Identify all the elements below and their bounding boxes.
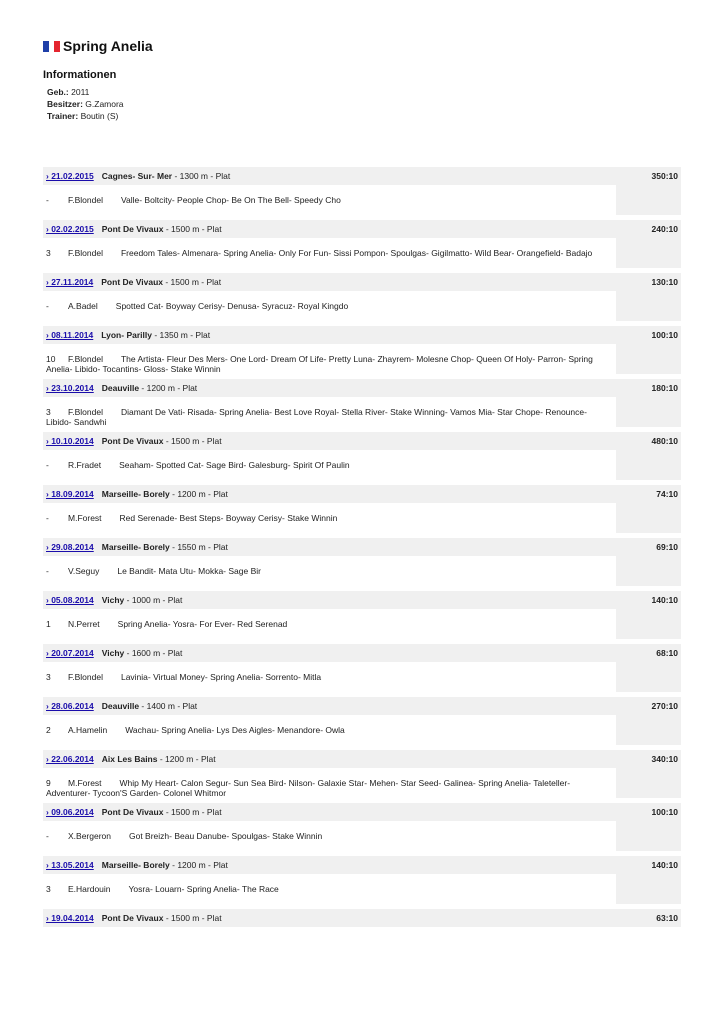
race-place: Marseille- Borely	[101, 542, 170, 552]
race-detail	[43, 715, 616, 745]
finish-position: 3	[46, 407, 51, 417]
race-result	[43, 450, 681, 480]
race-header	[43, 379, 681, 397]
race-entry	[43, 485, 681, 533]
runners-list: The Artista- Fleur Des Mers- One Lord- Dream Of Life- Pretty Luna- Zhayrem- Molesne Chop- Queen Of Holy- Parron- Spring Anelia- Libido- Tocantins- Gloss- Stake Winnin	[46, 354, 593, 374]
finish-position: 3	[46, 672, 51, 682]
race-date-link[interactable]: › 08.11.2014	[46, 330, 94, 340]
race-entry	[43, 326, 681, 374]
owner-row: Besitzer: G.Zamora	[47, 99, 124, 109]
race-entry	[43, 644, 681, 692]
race-info	[46, 383, 197, 393]
race-result	[43, 821, 681, 851]
race-odds: 140:10	[651, 595, 678, 605]
race-detail	[43, 397, 616, 427]
race-place: Cagnes- Sur- Mer	[101, 171, 173, 181]
race-date-link[interactable]: › 28.06.2014	[46, 701, 94, 711]
race-result	[43, 609, 681, 639]
race-odds: 74:10	[656, 489, 678, 499]
race-distance: - 1200 m - Plat	[169, 860, 228, 870]
jockey-name: E.Hardouin	[68, 884, 111, 894]
race-header	[43, 697, 681, 715]
race-place: Vichy	[101, 648, 125, 658]
race-distance: - 1400 m - Plat	[139, 701, 198, 711]
race-header	[43, 856, 681, 874]
race-distance: - 1500 m - Plat	[163, 807, 222, 817]
race-detail	[43, 556, 616, 586]
race-side-cell	[616, 503, 681, 533]
finish-position: -	[46, 831, 49, 841]
jockey-name: A.Badel	[68, 301, 98, 311]
race-side-cell	[616, 556, 681, 586]
race-odds: 100:10	[651, 807, 678, 817]
race-place: Deauville	[101, 383, 140, 393]
race-place: Pont De Vivaux	[101, 436, 164, 446]
race-side-cell	[616, 821, 681, 851]
race-odds: 68:10	[656, 648, 678, 658]
race-header	[43, 167, 681, 185]
race-date-link[interactable]: › 02.02.2015	[46, 224, 94, 234]
jockey-name: R.Fradet	[68, 460, 102, 470]
race-place: Pont De Vivaux	[101, 224, 164, 234]
race-entry	[43, 697, 681, 745]
race-distance: - 1500 m - Plat	[163, 277, 222, 287]
race-side-cell	[616, 874, 681, 904]
race-distance: - 1500 m - Plat	[163, 224, 222, 234]
horse-name: Spring Anelia	[63, 38, 153, 54]
race-header	[43, 803, 681, 821]
jockey-name: V.Seguy	[68, 566, 100, 576]
race-result	[43, 344, 681, 374]
race-place: Pont De Vivaux	[101, 277, 163, 287]
race-list	[43, 167, 681, 932]
jockey-name: F.Blondel	[68, 354, 103, 364]
race-date-link[interactable]: › 19.04.2014	[46, 913, 94, 923]
race-info	[46, 754, 216, 764]
race-detail	[43, 185, 616, 215]
race-header	[43, 273, 681, 291]
race-odds: 340:10	[651, 754, 678, 764]
finish-position: -	[46, 513, 49, 523]
race-side-cell	[616, 344, 681, 374]
runners-list: Spring Anelia- Yosra- For Ever- Red Serenad	[117, 619, 288, 629]
jockey-name: F.Blondel	[68, 248, 103, 258]
race-detail	[43, 344, 616, 374]
race-header	[43, 909, 681, 927]
race-detail	[43, 450, 616, 480]
info-heading: Informationen	[43, 69, 117, 81]
jockey-name: F.Blondel	[68, 195, 103, 205]
race-result	[43, 291, 681, 321]
race-info	[46, 277, 221, 287]
race-info	[46, 330, 210, 340]
race-distance: - 1200 m - Plat	[169, 489, 228, 499]
race-distance: - 1500 m - Plat	[163, 436, 222, 446]
race-side-cell	[616, 768, 681, 798]
race-date-link[interactable]: › 23.10.2014	[46, 383, 94, 393]
race-entry	[43, 803, 681, 851]
race-info	[46, 807, 222, 817]
runners-list: Valle- Boltcity- People Chop- Be On The Bell- Speedy Cho	[120, 195, 341, 205]
race-distance: - 1500 m - Plat	[163, 913, 222, 923]
race-distance: - 1000 m - Plat	[124, 595, 183, 605]
runners-list: Spotted Cat- Boyway Cerisy- Denusa- Syracuz- Royal Kingdo	[115, 301, 349, 311]
race-odds: 69:10	[656, 542, 678, 552]
finish-position: -	[46, 195, 49, 205]
race-distance: - 1200 m - Plat	[157, 754, 216, 764]
trainer-row: Trainer: Boutin (S)	[47, 111, 119, 121]
finish-position: 9	[46, 778, 51, 788]
runners-list: Wachau- Spring Anelia- Lys Des Aigles- Menandore- Owla	[125, 725, 345, 735]
race-side-cell	[616, 238, 681, 268]
race-info	[46, 489, 228, 499]
finish-position: 10	[46, 354, 56, 364]
page-title	[43, 38, 153, 54]
runners-list: Red Serenade- Best Steps- Boyway Cerisy- Stake Winnin	[119, 513, 338, 523]
race-info	[46, 595, 182, 605]
race-detail	[43, 662, 616, 692]
race-header	[43, 750, 681, 768]
french-flag-icon	[43, 41, 60, 52]
race-side-cell	[616, 662, 681, 692]
race-place: Aix Les Bains	[101, 754, 158, 764]
race-place: Pont De Vivaux	[101, 913, 164, 923]
race-detail	[43, 609, 616, 639]
race-place: Marseille- Borely	[101, 489, 170, 499]
born-row: Geb.: 2011	[47, 87, 90, 97]
race-header	[43, 326, 681, 344]
race-result	[43, 556, 681, 586]
race-entry	[43, 273, 681, 321]
jockey-name: X.Bergeron	[68, 831, 111, 841]
race-result	[43, 768, 681, 798]
race-detail	[43, 503, 616, 533]
race-result	[43, 874, 681, 904]
race-odds: 240:10	[651, 224, 678, 234]
race-odds: 140:10	[651, 860, 678, 870]
race-side-cell	[616, 397, 681, 427]
runners-list: Whip My Heart- Calon Segur- Sun Sea Bird- Nilson- Galaxie Star- Mehen- Star Seed- Galinea- Spring Anelia- Taleteller- Adventurer- Tycoon'S Garden- Colonel Whitmor	[46, 778, 571, 798]
race-date-link[interactable]: › 27.11.2014	[46, 277, 94, 287]
race-date-link[interactable]: › 20.07.2014	[46, 648, 94, 658]
jockey-name: F.Blondel	[68, 407, 103, 417]
race-info	[46, 701, 197, 711]
race-info	[46, 224, 222, 234]
finish-position: 3	[46, 884, 51, 894]
race-date-link[interactable]: › 05.08.2014	[46, 595, 94, 605]
race-result	[43, 715, 681, 745]
race-entry	[43, 909, 681, 927]
race-detail	[43, 821, 616, 851]
race-header	[43, 591, 681, 609]
race-header	[43, 485, 681, 503]
runners-list: Diamant De Vati- Risada- Spring Anelia- Best Love Royal- Stella River- Stake Winning- Vamos Mia- Star Chope- Renounce- Libido- Sandwhi	[46, 407, 587, 427]
race-result	[43, 503, 681, 533]
runners-list: Freedom Tales- Almenara- Spring Anelia- Only For Fun- Sissi Pompon- Spoulgas- Gigilmatto- Wild Bear- Orangefield- Badajo	[120, 248, 593, 258]
race-distance: - 1200 m - Plat	[139, 383, 198, 393]
race-entry	[43, 379, 681, 427]
race-side-cell	[616, 715, 681, 745]
race-detail	[43, 238, 616, 268]
race-info	[46, 436, 222, 446]
runners-list: Yosra- Louarn- Spring Anelia- The Race	[128, 884, 279, 894]
race-header	[43, 644, 681, 662]
jockey-name: A.Hamelin	[68, 725, 108, 735]
jockey-name: F.Blondel	[68, 672, 103, 682]
race-distance: - 1300 m - Plat	[172, 171, 231, 181]
race-entry	[43, 750, 681, 798]
race-detail	[43, 291, 616, 321]
race-result	[43, 238, 681, 268]
race-info	[46, 913, 222, 923]
race-side-cell	[616, 450, 681, 480]
race-distance: - 1350 m - Plat	[151, 330, 211, 340]
race-odds: 180:10	[651, 383, 678, 393]
runners-list: Lavinia- Virtual Money- Spring Anelia- Sorrento- Mitla	[120, 672, 322, 682]
race-odds: 350:10	[651, 171, 678, 181]
race-place: Lyon- Parilly	[101, 330, 152, 340]
finish-position: -	[46, 301, 49, 311]
race-distance: - 1600 m - Plat	[124, 648, 183, 658]
race-entry	[43, 220, 681, 268]
race-entry	[43, 432, 681, 480]
race-result	[43, 397, 681, 427]
race-odds: 100:10	[651, 330, 678, 340]
finish-position: -	[46, 566, 49, 576]
race-info	[46, 542, 228, 552]
race-date-link[interactable]: › 22.06.2014	[46, 754, 94, 764]
race-entry	[43, 538, 681, 586]
race-place: Marseille- Borely	[101, 860, 170, 870]
race-place: Vichy	[101, 595, 125, 605]
finish-position: 1	[46, 619, 51, 629]
race-side-cell	[616, 185, 681, 215]
race-side-cell	[616, 609, 681, 639]
runners-list: Le Bandit- Mata Utu- Mokka- Sage Bir	[117, 566, 261, 576]
race-distance: - 1550 m - Plat	[169, 542, 228, 552]
race-side-cell	[616, 291, 681, 321]
race-info	[46, 171, 230, 181]
race-info	[46, 648, 182, 658]
finish-position: 2	[46, 725, 51, 735]
race-entry	[43, 591, 681, 639]
race-date-link[interactable]: › 09.06.2014	[46, 807, 94, 817]
race-header	[43, 432, 681, 450]
race-result	[43, 662, 681, 692]
race-info	[46, 860, 228, 870]
race-header	[43, 538, 681, 556]
race-date-link[interactable]: › 10.10.2014	[46, 436, 94, 446]
race-entry	[43, 167, 681, 215]
race-odds: 270:10	[651, 701, 678, 711]
race-entry	[43, 856, 681, 904]
jockey-name: M.Forest	[68, 513, 102, 523]
race-date-link[interactable]: › 13.05.2014	[46, 860, 94, 870]
race-place: Deauville	[101, 701, 140, 711]
jockey-name: N.Perret	[68, 619, 100, 629]
finish-position: 3	[46, 248, 51, 258]
race-date-link[interactable]: › 21.02.2015	[46, 171, 94, 181]
race-odds: 480:10	[651, 436, 678, 446]
info-block	[47, 86, 124, 122]
jockey-name: M.Forest	[68, 778, 102, 788]
race-place: Pont De Vivaux	[101, 807, 164, 817]
finish-position: -	[46, 460, 49, 470]
race-date-link[interactable]: › 29.08.2014	[46, 542, 94, 552]
race-detail	[43, 768, 616, 798]
race-result	[43, 185, 681, 215]
race-detail	[43, 874, 616, 904]
race-odds: 63:10	[656, 913, 678, 923]
race-header	[43, 220, 681, 238]
race-odds: 130:10	[651, 277, 678, 287]
runners-list: Got Breizh- Beau Danube- Spoulgas- Stake Winnin	[129, 831, 323, 841]
race-date-link[interactable]: › 18.09.2014	[46, 489, 94, 499]
runners-list: Seaham- Spotted Cat- Sage Bird- Galesburg- Spirit Of Paulin	[119, 460, 350, 470]
